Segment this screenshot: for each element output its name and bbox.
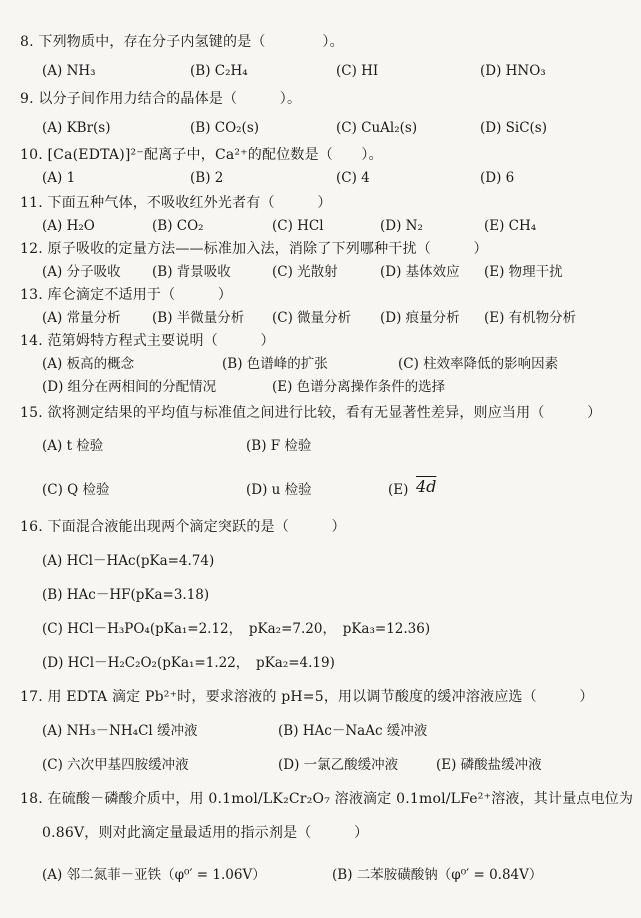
question-17-option-b: (B) HAc－NaAc 缓冲液 [278,723,428,739]
question-9-stem: 9. 以分子间作用力结合的晶体是（ ）。 [20,91,302,107]
question-11-option-d: (D) N₂ [380,218,423,234]
question-14-option-d: (D) 组分在两相间的分配情况 [42,379,217,395]
question-16-stem: 16. 下面混合液能出现两个滴定突跃的是（ ） [20,519,346,535]
question-17-option-d: (D) 一氯乙酸缓冲液 [278,757,399,773]
question-11-stem: 11. 下面五种气体，不吸收红外光者有（ ） [20,195,332,211]
question-8-option-b: (B) C₂H₄ [190,63,248,79]
question-13-option-c: (C) 微量分析 [272,310,352,326]
question-16-option-a: (A) HCl－HAc(pKa=4.74) [42,553,215,569]
question-15-stem: 15. 欲将测定结果的平均值与标准值之间进行比较，看有无显著性差异，则应当用（ ） [20,405,602,421]
question-13-stem: 13. 库仑滴定不适用于（ ） [20,287,233,303]
question-18-option-a: (A) 邻二氮菲－亚铁（φ⁰′ = 1.06V） [42,867,266,883]
question-14-option-c: (C) 柱效率降低的影响因素 [398,356,559,372]
question-11-option-c: (C) HCl [272,218,324,234]
question-9-option-a: (A) KBr(s) [42,120,111,136]
question-10-option-a: (A) 1 [42,170,76,186]
question-9-option-c: (C) CuAl₂(s) [336,120,418,136]
question-16-option-c: (C) HCl－H₃PO₄(pKa₁=2.12， pKa₂=7.20， pKa₃=12.36) [42,621,431,637]
question-15-option-e: (E) [388,482,409,498]
question-14-option-b: (B) 色谱峰的扩张 [222,356,328,372]
question-14-option-e: (E) 色谱分离操作条件的选择 [272,379,446,395]
question-17-option-e: (E) 磷酸盐缓冲液 [436,757,542,773]
question-16-option-b: (B) HAc－HF(pKa=3.18) [42,587,210,603]
question-11-option-a: (A) H₂O [42,218,95,234]
question-10-option-d: (D) 6 [480,170,515,186]
question-16-option-d: (D) HCl－H₂C₂O₂(pKa₁=1.22， pKa₂=4.19) [42,655,335,671]
question-10-option-b: (B) 2 [190,170,224,186]
question-12-option-c: (C) 光散射 [272,264,338,280]
question-11-option-e: (E) CH₄ [484,218,537,234]
question-12-option-e: (E) 物理干扰 [484,264,563,280]
question-12-option-d: (D) 基体效应 [380,264,460,280]
question-9-option-b: (B) CO₂(s) [190,120,260,136]
question-15-option-a: (A) t 检验 [42,438,104,454]
question-18-stem-line2: 0.86V，则对此滴定量最适用的指示剂是（ ） [42,825,369,841]
question-18-option-b: (B) 二苯胺磺酸钠（φ⁰′ = 0.84V） [332,867,543,883]
question-13-option-a: (A) 常量分析 [42,310,121,326]
question-10-option-c: (C) 4 [336,170,370,186]
question-17-option-a: (A) NH₃－NH₄Cl 缓冲液 [42,723,198,739]
question-12-stem: 12. 原子吸收的定量方法——标准加入法，消除了下列哪种干扰（ ） [20,241,488,257]
question-13-option-b: (B) 半微量分析 [152,310,245,326]
question-9-option-d: (D) SiC(s) [480,120,548,136]
question-15-option-e-formula: 4d [416,477,437,496]
question-14-stem: 14. 范第姆特方程式主要说明（ ） [20,333,275,349]
question-17-stem: 17. 用 EDTA 滴定 Pb²⁺时，要求溶液的 pH=5，用以调节酸度的缓冲溶液应选（ ） [20,689,594,705]
question-11-option-b: (B) CO₂ [152,218,204,234]
question-10-stem: 10. [Ca(EDTA)]²⁻配离子中，Ca²⁺的配位数是（ ）。 [20,147,383,163]
question-18-stem: 18. 在硫酸－磷酸介质中，用 0.1mol/LK₂Cr₂O₇ 溶液滴定 0.1mol/LFe²⁺溶液，其计量点电位为 [20,791,634,807]
question-8-option-a: (A) NH₃ [42,63,96,79]
question-17-option-c: (C) 六次甲基四胺缓冲液 [42,757,189,773]
question-12-option-a: (A) 分子吸收 [42,264,121,280]
question-8-option-d: (D) HNO₃ [480,63,546,79]
question-15-option-d: (D) u 检验 [246,482,312,498]
question-8-stem: 8. 下列物质中，存在分子内氢键的是（ ）。 [20,34,344,50]
question-12-option-b: (B) 背景吸收 [152,264,231,280]
question-8-option-c: (C) HI [336,63,379,79]
question-15-option-b: (B) F 检验 [246,438,312,454]
question-15-option-c: (C) Q 检验 [42,482,110,498]
question-13-option-d: (D) 痕量分析 [380,310,460,326]
question-13-option-e: (E) 有机物分析 [484,310,577,326]
question-14-option-a: (A) 板高的概念 [42,356,135,372]
